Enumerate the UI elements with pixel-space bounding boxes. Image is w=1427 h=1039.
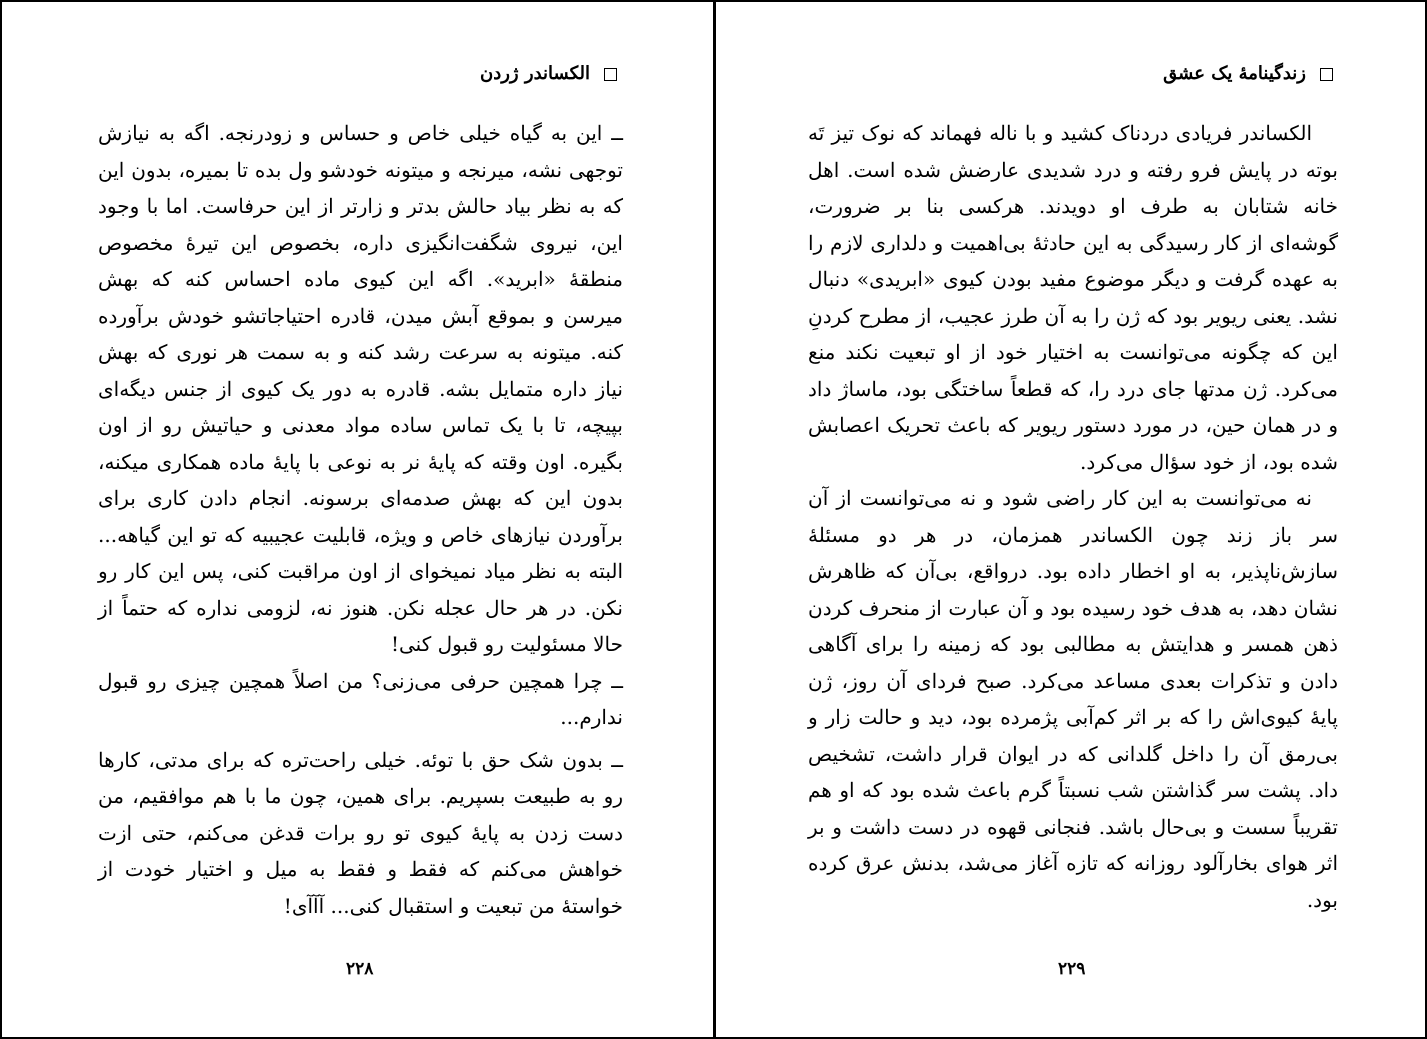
- paragraph: ــ این به گیاه خیلی خاص و حساس و زودرنجه. اگه به نیازش توجهی نشه، میرنجه و میتونه خودشو ول بده تا بمیره، بدون این که به نظر بیاد حالش بدتر و زارتر از این حرفاست. اما با وجود این، نیروی شگفت‌انگیزی داره، بخصوص این تیرهٔ مخصوص منطقهٔ «ابرید». اگه این کیوی ماده احساس کنه که بهش میرسن و بموقع آبش میدن، قادره احتیاجاتشو خودش برآورده کنه. میتونه به سرعت رشد کنه و به سمت هر نوری که بهش نیاز داره متمایل بشه. قادره به دور یک کیوی از جنس دیگه‌ای بپیچه، تا با یک تماس ساده مواد معدنی و حیاتیش رو از اون بگیره. اون وقته که پایهٔ نر به نوعی با پایهٔ ماده همکاری میکنه، بدون این که بهش صدمه‌ای برسونه. انجام دادن کاری برای برآوردن نیازهای خاص و ویژه، قابلیت عجیبیه که تو این گیاهه... البته به نظر میاد نمیخوای از اون مراقبت کنی، پس این کار رو نکن. در هر حال عجله نکن. هنوز نه، لزومی نداره که حتماً از حالا مسئولیت رو قبول کنی!: [98, 121, 623, 656]
- page-number: ۲۲۹: [1058, 959, 1086, 979]
- header-title: زندگینامهٔ یک عشق: [1163, 63, 1306, 84]
- left-page: [2, 2, 713, 1037]
- header-title: الکساندر ژردن: [479, 63, 590, 84]
- square-ornament-icon: [1320, 68, 1333, 81]
- paragraph: ــ چرا همچین حرفی می‌زنی؟ من اصلاً همچین چیزی رو قبول ندارم...: [98, 668, 623, 729]
- paragraph: الکساندر فریادی دردناک کشید و با ناله فهماند که نوک تیز تَه بوته در پایش فرو رفته و درد شدیدی عارضش شده است. اهل خانه شتابان به طرف او دویدند. هرکسی بنا بر ضرورت، گوشه‌ای از کار رسیدگی به این حادثهٔ بی‌اهمیت و دلداری لازم را به عهده گرفت و دیگر موضوع مفید بودن کیوی «ابریدی» دنبال نشد. یعنی ریویر بود که ژن را به آن طرز عجیب، از مطرح کردنِ این که چگونه می‌توانست به اختیار خود از او تبعیت نکند منع می‌کرد. ژن مدتها جای درد را، که قطعاً ساختگی بود، ماساژ داد و در همان حین، در مورد دستور ریویر که باعث تحریک اعصابش شده بود، از خود سؤال می‌کرد.: [808, 121, 1338, 474]
- running-header: [1163, 60, 1333, 88]
- running-header: [480, 60, 617, 88]
- page-number: ۲۲۸: [346, 959, 374, 979]
- page-body: [98, 115, 623, 924]
- square-ornament-icon: [604, 68, 617, 81]
- paragraph: ــ بدون شک حق با توئه. خیلی راحت‌تره که برای مدتی، کارها رو به طبیعت بسپریم. برای همین، چون ما با هم موافقیم، من دست زدن به پایهٔ کیوی تو رو برات قدغن می‌کنم، حتی ازت خواهش می‌کنم که فقط و فقط به میل و اختیار خودت از خواستهٔ من تبعیت و استقبال کنی... آآآی!: [98, 747, 623, 918]
- right-page: [714, 2, 1425, 1037]
- page-body: [808, 115, 1338, 918]
- paragraph: نه می‌توانست به این کار راضی شود و نه می‌توانست از آن سر باز زند چون الکساندر همزمان، در هر دو مسئلهٔ سازش‌ناپذیر، به او اخطار داده بود. درواقع، بی‌آن که ظاهرش نشان دهد، به هدف خود رسیده بود و آن عبارت از منحرف کردن ذهن همسر و هدایتش به مطالبی بود که زمینه را برای آگاهی دادن و تذکرات بعدی مساعد می‌کرد. صبح فردای آن روز، ژن پایهٔ کیوی‌اش را که بر اثر کم‌آبی پژمرده بود، دید و حالت زار و بی‌رمق آن را داخل گلدانی که در ایوان قرار داشت، تشخیص داد. پشت سر گذاشتن شب نسبتاً گرم باعث شده بود که او هم تقریباً سست و بی‌حال باشد. فنجانی قهوه در دست داشت و بر اثر هوای بخارآلود روزانه که تازه آغاز می‌شد، بدنش عرق کرده بود.: [808, 486, 1338, 912]
